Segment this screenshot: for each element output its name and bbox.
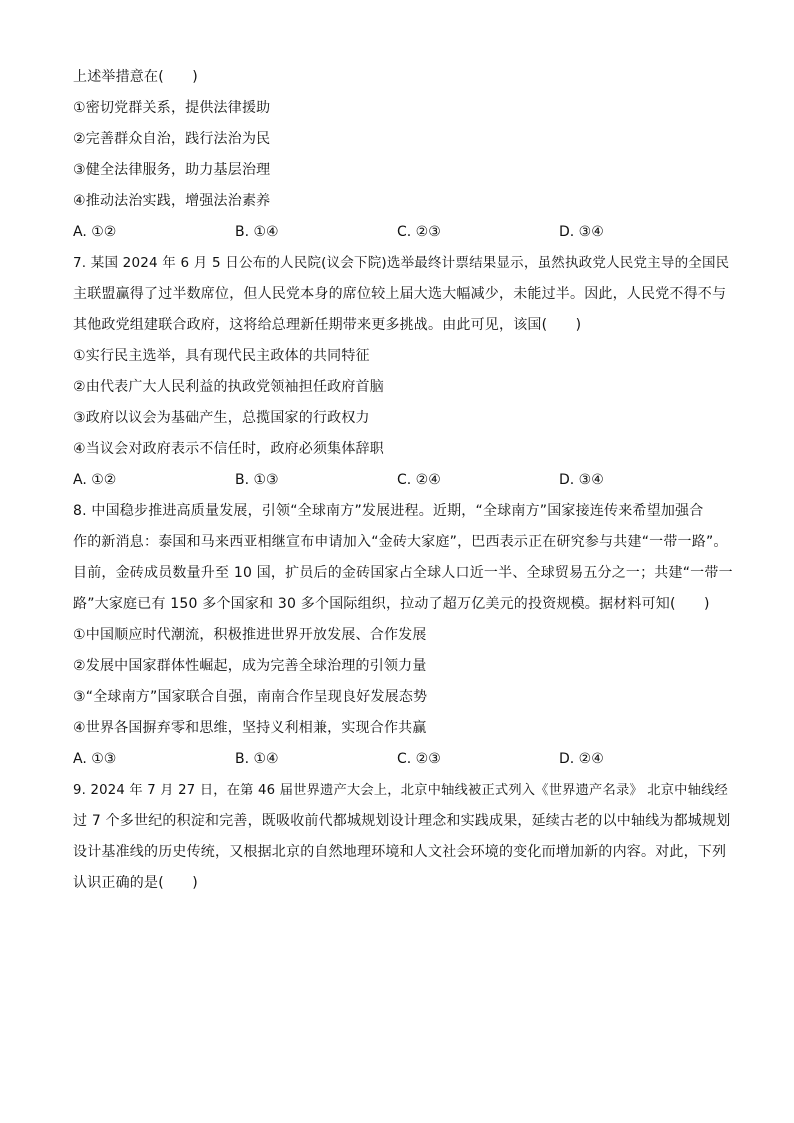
q8-statement-2: ②发展中国家群体性崛起，成为完善全球治理的引领力量 [73,658,427,674]
q7-statement-4: ④当议会对政府表示不信任时，政府必须集体辞职 [73,441,384,457]
q7-statement-2: ②由代表广大人民利益的执政党领袖担任政府首脑 [73,379,384,395]
q6-statement-1: ①密切党群关系，提供法律援助 [73,100,271,116]
q6-statement-2: ②完善群众自治，践行法治为民 [73,131,271,147]
q7-choice-d: D. ③④ [559,472,604,488]
q7-choices [73,465,733,496]
q9-stem-line-3: 设计基准线的历史传统，又根据北京的自然地理环境和人文社会环境的变化而增加新的内容。对此，下列 [73,844,727,860]
q9-stem-line-1: 9. 2024 年 7 月 27 日，在第 46 届世界遗产大会上，北京中轴线被正式列入《世界遗产名录》 北京中轴线经 [73,783,728,798]
q7-stem-line-2: 主联盟赢得了过半数席位，但人民党本身的席位较上届大选大幅减少，未能过半。因此，人民党不得不与 [73,286,727,302]
q8-choices [73,744,733,775]
q8-statement-3: ③“全球南方”国家联合自强，南南合作呈现良好发展态势 [73,689,428,705]
q6-statement-3: ③健全法律服务，助力基层治理 [73,162,271,178]
q7-statement-3: ③政府以议会为基础产生，总揽国家的行政权力 [73,410,370,426]
q8-choice-b: B. ①④ [235,751,279,767]
q8-choice-d: D. ②④ [559,751,604,767]
q8-choice-a: A. ①③ [73,751,117,767]
q7-choice-b: B. ①③ [235,472,279,488]
q9-stem-line-2: 过 7 个多世纪的积淀和完善，既吸收前代都城规划设计理念和实践成果，延续古老的以中轴线为都城规划 [73,813,731,829]
q8-stem-line-1: 8. 中国稳步推进高质量发展，引领“全球南方”发展进程。近期，“全球南方”国家接连传来希望加强合 [73,503,704,519]
exam-page [73,62,733,899]
q8-stem-line-4: 路”大家庭已有 150 多个国家和 30 多个国际组织，拉动了超万亿美元的投资规模。据材料可知( ) [73,596,710,612]
q6-choice-c: C. ②③ [397,224,441,240]
q7-stem-line-1: 7. 某国 2024 年 6 月 5 日公布的人民院(议会下院)选举最终计票结果显示，虽然执政党人民党主导的全国民 [73,255,730,271]
q6-choice-d: D. ③④ [559,224,604,240]
q8-stem-line-3: 目前，金砖成员数量升至 10 国，扩员后的金砖国家占全球人口近一半、全球贸易五分之一；共建“一带一 [73,565,733,581]
q6-choice-b: B. ①④ [235,224,279,240]
q8-choice-c: C. ②③ [397,751,441,767]
q9-stem-line-4: 认识正确的是( ) [73,875,198,891]
q8-statement-4: ④世界各国摒弃零和思维，坚持义利相兼，实现合作共赢 [73,720,427,736]
q6-statement-4: ④推动法治实践，增强法治素养 [73,193,271,209]
q7-stem-line-3: 其他政党组建联合政府，这将给总理新任期带来更多挑战。由此可见，该国( ) [73,317,582,333]
q7-choice-a: A. ①② [73,472,117,488]
q7-statement-1: ①实行民主选举，具有现代民主政体的共同特征 [73,348,370,364]
q7-choice-c: C. ②④ [397,472,441,488]
q8-statement-1: ①中国顺应时代潮流，积极推进世界开放发展、合作发展 [73,627,427,643]
q6-choices [73,217,733,248]
q6-stem-end: 上述举措意在( ) [73,69,198,85]
q8-stem-line-2: 作的新消息：泰国和马来西亚相继宣布申请加入“金砖大家庭”，巴西表示正在研究参与共建“一带一路”。 [73,534,728,550]
q6-choice-a: A. ①② [73,224,117,240]
